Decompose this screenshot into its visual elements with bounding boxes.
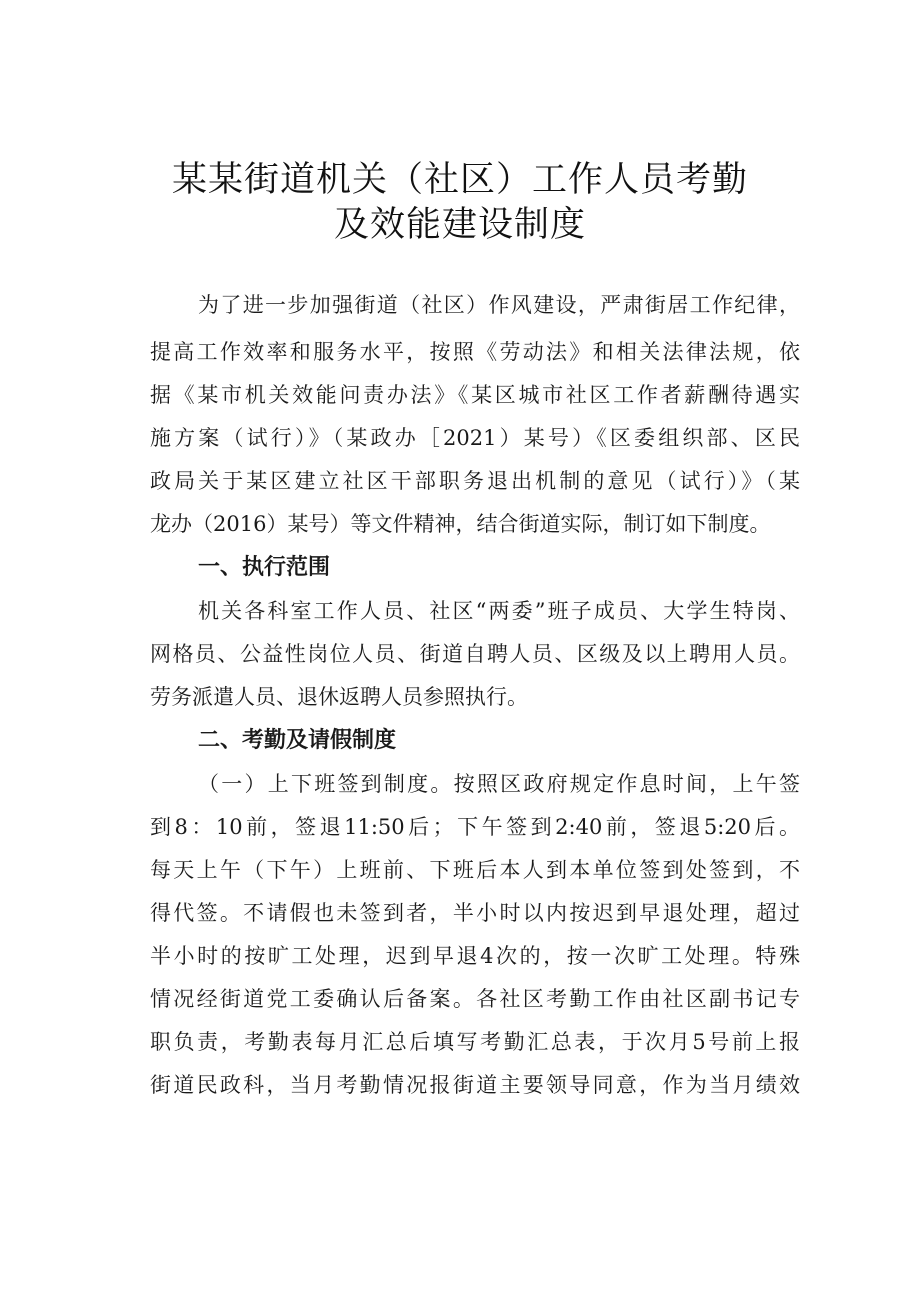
- section-2-line: 到8：10前，签退11:50后；下午签到2:40前，签退5:20后。: [150, 815, 800, 839]
- section-1-line: 网格员、公益性岗位人员、街道自聘人员、区级及以上聘用人员。: [150, 642, 800, 666]
- intro-line: 政局关于某区建立社区干部职务退出机制的意见（试行）》（某: [150, 469, 800, 493]
- intro-line: 为了进一步加强街道（社区）作风建设，严肃街居工作纪律，: [198, 293, 800, 317]
- section-2-line: （一）上下班签到制度。按照区政府规定作息时间，上午签: [198, 772, 800, 796]
- section-2-heading: 二、考勤及请假制度: [198, 728, 397, 753]
- intro-line: 提高工作效率和服务水平，按照《劳动法》和相关法律法规，依: [150, 340, 800, 364]
- intro-line: 据《某市机关效能问责办法》《某区城市社区工作者薪酬待遇实: [150, 383, 800, 407]
- intro-line: 龙办（2016）某号）等文件精神，结合街道实际，制订如下制度。: [150, 512, 771, 536]
- section-1-line: 机关各科室工作人员、社区“两委”班子成员、大学生特岗、: [198, 599, 800, 623]
- document-title-line-2: 及效能建设制度: [333, 205, 586, 245]
- section-2-line: 职负责，考勤表每月汇总后填写考勤汇总表，于次月5号前上报: [150, 1030, 800, 1054]
- section-2-line: 街道民政科，当月考勤情况报街道主要领导同意，作为当月绩效: [150, 1073, 800, 1097]
- section-2-line: 半小时的按旷工处理，迟到早退4次的，按一次旷工处理。特殊: [150, 944, 800, 968]
- document-title-line-1: 某某街道机关（社区）工作人员考勤: [171, 160, 748, 200]
- section-2-line: 每天上午（下午）上班前、下班后本人到本单位签到处签到，不: [150, 858, 800, 882]
- section-1-line: 劳务派遣人员、退休返聘人员参照执行。: [150, 685, 528, 709]
- section-1-heading: 一、执行范围: [198, 555, 331, 580]
- section-2-line: 情况经街道党工委确认后备案。各社区考勤工作由社区副书记专: [150, 987, 800, 1011]
- intro-line: 施方案（试行）》（某政办［2021）某号）《区委组织部、区民: [150, 426, 800, 450]
- section-2-line: 得代签。不请假也未签到者，半小时以内按迟到早退处理，超过: [150, 901, 800, 925]
